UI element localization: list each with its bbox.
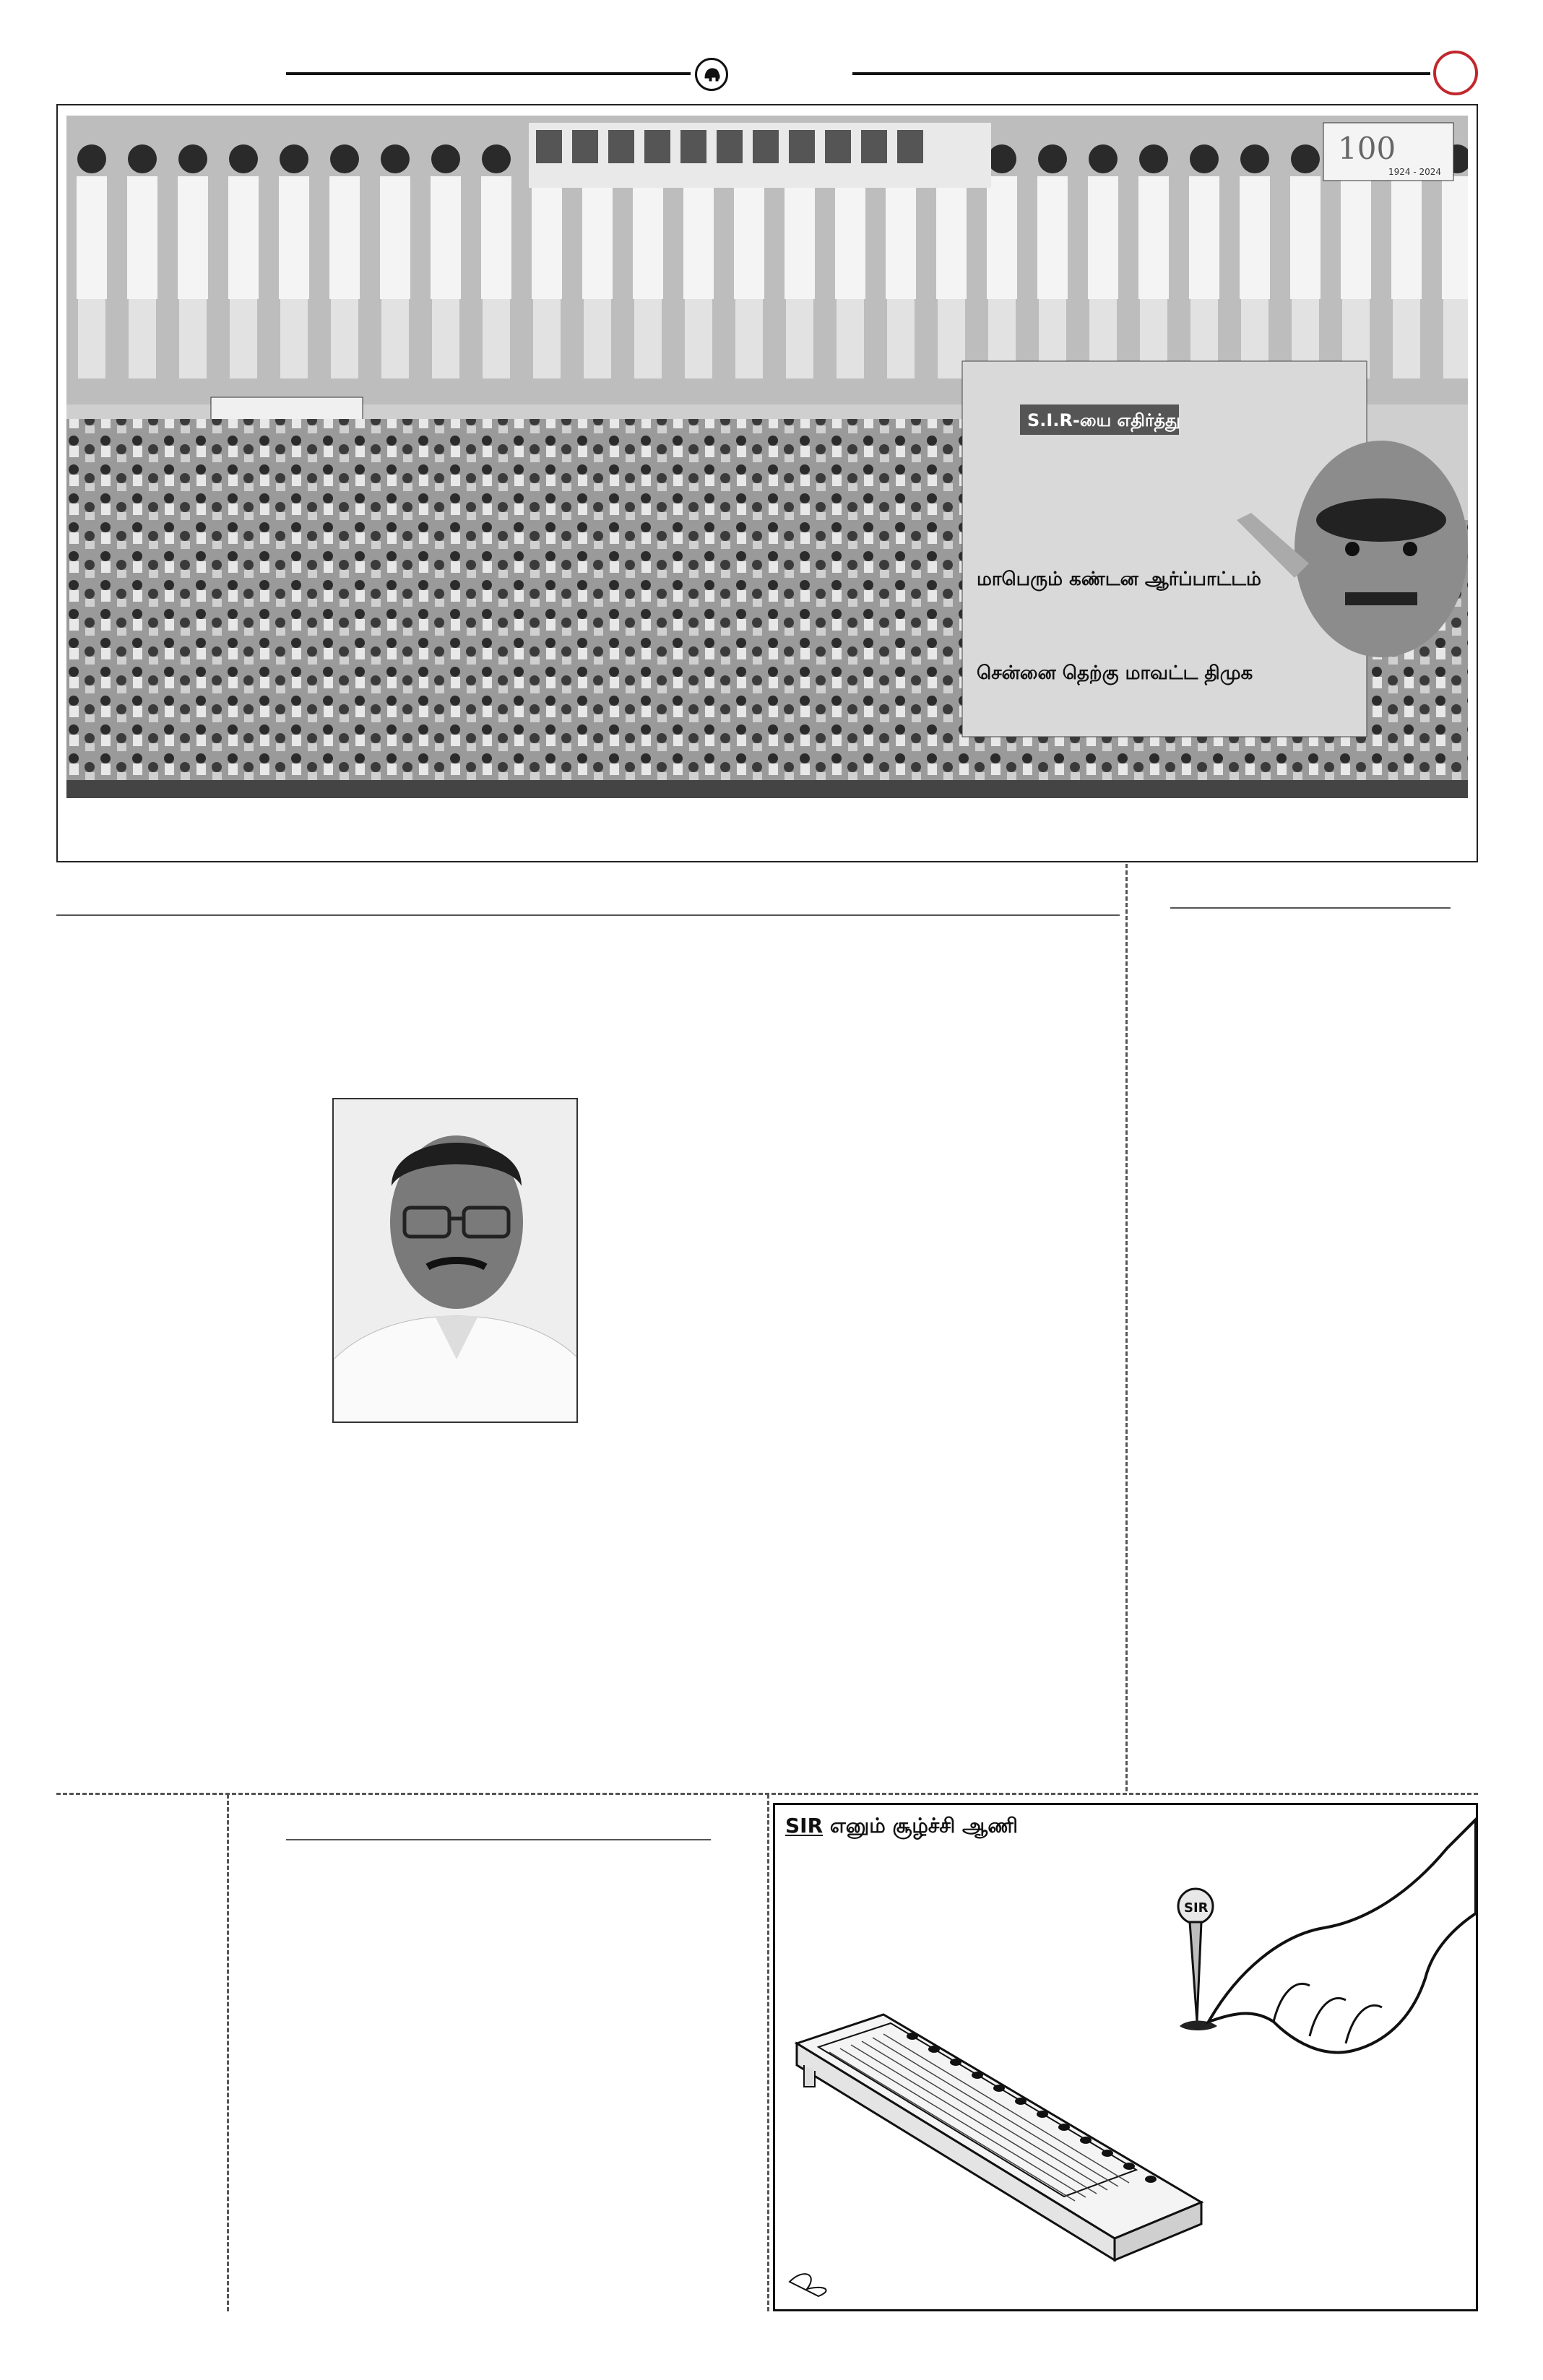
main-article-rule — [56, 914, 1120, 916]
editorial-cartoon — [773, 1803, 1478, 2311]
author-portrait — [332, 1098, 578, 1423]
column-divider-vertical — [1125, 864, 1128, 1791]
cartoon-title-sir: SIR — [785, 1814, 824, 1838]
protest-photo — [66, 116, 1468, 798]
nail-label: SIR — [1184, 1900, 1209, 1916]
elephant-emblem-icon — [695, 58, 728, 91]
masthead-rule-left — [286, 72, 691, 75]
right-banner-protest: மாபெரும் கண்டன ஆர்ப்பாட்டம் — [977, 568, 1261, 590]
side-column-rule — [1170, 907, 1451, 909]
right-banner-sir: S.I.R-யை எதிர்த்து — [1027, 410, 1180, 430]
centenary-years: 1924 - 2024 — [1388, 167, 1442, 177]
lead-photo-frame — [56, 104, 1478, 862]
centenary-number: 100 — [1338, 131, 1396, 166]
lower-article-rule — [286, 1839, 711, 1840]
right-banner-district: சென்னை தெற்கு மாவட்ட திமுக — [977, 662, 1253, 684]
lower-column-divider-1 — [227, 1794, 229, 2311]
cartoon-title-rest: எனும் சூழ்ச்சி ஆணி — [823, 1814, 1019, 1838]
page-number-circle-icon — [1433, 51, 1478, 95]
masthead-rule-right — [852, 72, 1430, 75]
lower-column-divider-2 — [767, 1794, 769, 2311]
